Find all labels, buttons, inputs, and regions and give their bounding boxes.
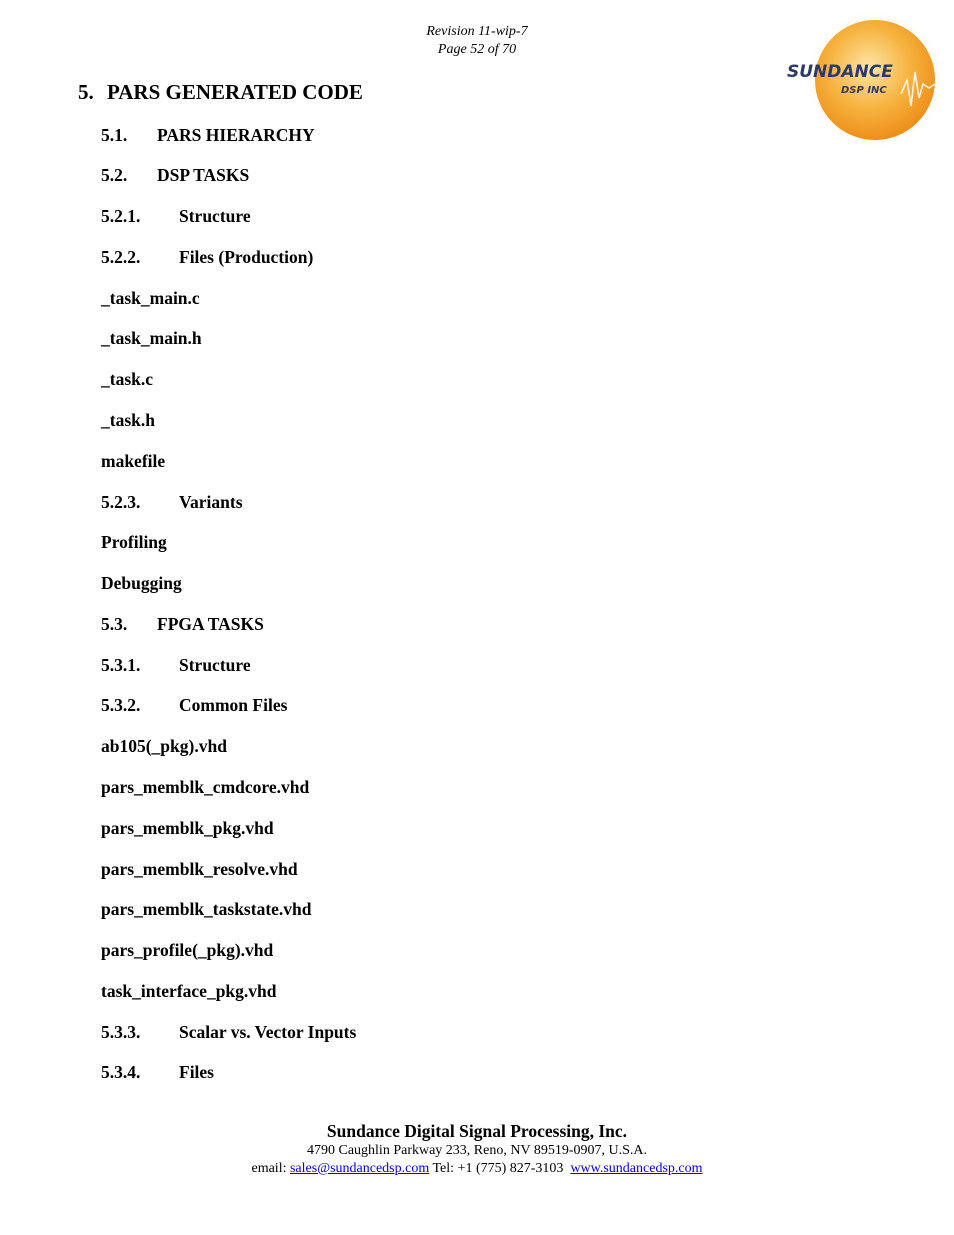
footer-contact	[0, 1160, 954, 1178]
item-number: 5.3.3.	[101, 1022, 141, 1042]
item-text: Scalar vs. Vector Inputs	[179, 1022, 357, 1042]
item-text: pars_memblk_cmdcore.vhd	[101, 777, 310, 797]
item-text: Files (Production)	[179, 247, 314, 267]
toc-file-item	[101, 368, 153, 390]
item-text: pars_profile(_pkg).vhd	[101, 940, 274, 960]
toc-heading-item	[101, 654, 251, 676]
item-text: FPGA TASKS	[157, 614, 264, 634]
item-text: pars_memblk_pkg.vhd	[101, 818, 274, 838]
item-text: pars_memblk_resolve.vhd	[101, 859, 298, 879]
footer-company: Sundance Digital Signal Processing, Inc.	[326, 1121, 628, 1141]
item-text: Debugging	[101, 573, 182, 593]
item-text: _task.c	[101, 369, 154, 389]
item-text: Profiling	[101, 532, 167, 552]
toc-heading-item	[101, 124, 315, 146]
item-text: PARS HIERARCHY	[157, 125, 315, 145]
item-text: Variants	[179, 492, 243, 512]
toc-file-item	[101, 572, 182, 594]
section-title: PARS GENERATED CODE	[107, 80, 363, 104]
item-number: 5.2.3.	[101, 492, 141, 512]
toc-heading-item	[101, 1021, 356, 1043]
section-heading	[78, 79, 363, 105]
sundance-logo	[783, 14, 939, 170]
toc-file-item	[101, 327, 202, 349]
svg-text:DSP INC: DSP INC	[841, 85, 887, 96]
telephone: Tel: +1 (775) 827-3103	[432, 1161, 564, 1176]
item-text: Common Files	[179, 695, 288, 715]
toc-file-item	[101, 287, 200, 309]
item-text: Files	[179, 1062, 214, 1082]
toc-file-item	[101, 817, 274, 839]
item-text: _task.h	[101, 410, 155, 430]
email-label: email:	[251, 1161, 287, 1176]
revision-label: Revision 11-wip-7	[426, 24, 528, 39]
toc-heading-item	[101, 491, 243, 513]
email-link[interactable]: sales@sundancedsp.com	[289, 1161, 430, 1176]
page-number: Page 52 of 70	[437, 42, 517, 57]
item-number: 5.2.2.	[101, 247, 141, 267]
toc-heading-item	[101, 164, 249, 186]
item-text: task_interface_pkg.vhd	[101, 981, 277, 1001]
website-link[interactable]: www.sundancedsp.com	[570, 1161, 703, 1176]
item-number: 5.2.	[101, 165, 128, 185]
svg-text:SUNDANCE: SUNDANCE	[787, 62, 893, 82]
toc-file-item	[101, 939, 273, 961]
toc-file-item	[101, 531, 167, 553]
toc-file-item	[101, 858, 298, 880]
toc-heading-item	[101, 246, 313, 268]
item-text: _task_main.c	[101, 288, 200, 308]
section-number: 5.	[78, 80, 94, 104]
item-text: Structure	[179, 655, 251, 675]
item-text: DSP TASKS	[157, 165, 250, 185]
item-text: Structure	[179, 206, 251, 226]
toc-file-item	[101, 776, 309, 798]
item-text: makefile	[101, 451, 166, 471]
toc-heading-item	[101, 1061, 214, 1083]
item-number: 5.3.1.	[101, 655, 141, 675]
item-text: pars_memblk_taskstate.vhd	[101, 899, 312, 919]
item-number: 5.1.	[101, 125, 128, 145]
item-number: 5.3.	[101, 614, 128, 634]
item-text: ab105(_pkg).vhd	[101, 736, 227, 756]
toc-file-item	[101, 898, 312, 920]
footer-address: 4790 Caughlin Parkway 233, Reno, NV 89519-0907, U.S.A.	[306, 1143, 647, 1158]
item-number: 5.3.2.	[101, 695, 141, 715]
toc-file-item	[101, 980, 277, 1002]
toc-heading-item	[101, 205, 251, 227]
item-number: 5.3.4.	[101, 1062, 141, 1082]
toc-file-item	[101, 735, 227, 757]
toc-heading-item	[101, 694, 287, 716]
toc-heading-item	[101, 613, 264, 635]
toc-file-item	[101, 450, 165, 472]
item-number: 5.2.1.	[101, 206, 141, 226]
toc-file-item	[101, 409, 155, 431]
item-text: _task_main.h	[101, 328, 202, 348]
